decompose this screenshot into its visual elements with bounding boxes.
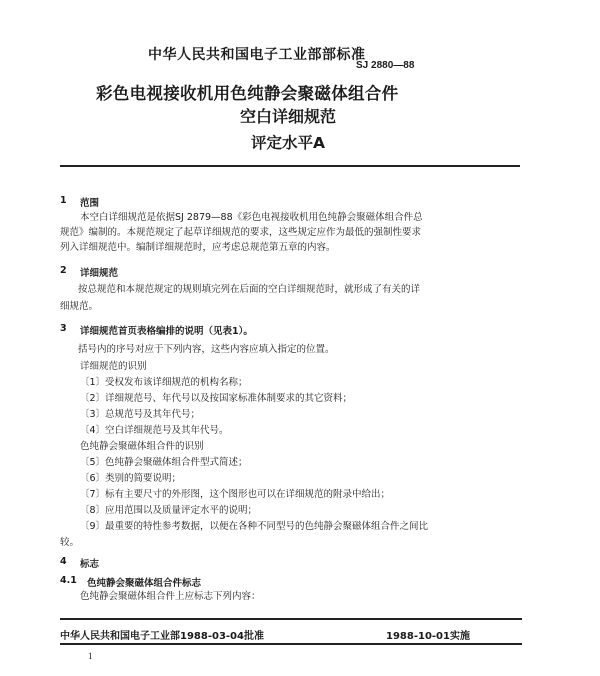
- list-item: 〔9〕最重要的特性参考数据，以便在各种不同型号的色纯静会聚磁体组合件之间比: [80, 521, 429, 532]
- list-item: 〔5〕色纯静会聚磁体组合件型式简述；: [80, 457, 248, 468]
- section-1-heading: 范围: [80, 198, 100, 209]
- section-2-line: 细规范。: [60, 301, 99, 312]
- footer-bottom-divider: [60, 643, 522, 645]
- list-item: 〔6〕类别的简要说明；: [80, 473, 182, 484]
- section-3-intro: 括号内的序号对应于下列内容，这些内容应填入指定的位置。: [78, 344, 335, 355]
- section-4-1-heading: 色纯静会聚磁体组合件标志: [87, 578, 202, 589]
- section-1-line: 本空白详细规范是依据SJ 2879—88《彩色电视接收机用色纯静会聚磁体组合件总: [80, 212, 423, 223]
- list-item: 〔1〕受权发布该详细规范的机构名称；: [80, 377, 248, 388]
- footer-divider: [60, 618, 522, 620]
- ministry-standard-title: 中华人民共和国电子工业部部标准: [148, 47, 366, 63]
- list-item: 〔2〕详细规范号、年代号以及按国家标准体制要求的其它资料；: [80, 393, 353, 404]
- document-title: 彩色电视接收机用色纯静会聚磁体组合件: [96, 84, 399, 103]
- section-4-1-number: 4.1: [60, 575, 77, 586]
- section-3-subheading: 详细规范的识别: [80, 361, 147, 372]
- list-item-continuation: 较。: [60, 537, 80, 548]
- assessment-level: 评定水平A: [251, 134, 325, 152]
- list-item: 〔8〕应用范围以及质量评定水平的说明；: [80, 505, 258, 516]
- section-2-heading: 详细规范: [80, 268, 119, 279]
- implementation-date: 1988-10-01实施: [386, 631, 470, 642]
- document-subtitle: 空白详细规范: [239, 107, 336, 126]
- list-item: 〔4〕空白详细规范号及其年代号。: [80, 425, 229, 436]
- section-3-subheading: 色纯静会聚磁体组合件的识别: [80, 441, 204, 452]
- approval-statement: 中华人民共和国电子工业部1988-03-04批准: [60, 631, 264, 642]
- section-2-line: 按总规范和本规范规定的规则填完列在后面的空白详细规范时，就形成了有关的详: [78, 284, 421, 295]
- section-3-heading: 详细规范首页表格编排的说明（见表1）。: [80, 326, 253, 337]
- section-1-line: 列入详细规范中。编制详细规范时，应考虑总规范第五章的内容。: [60, 242, 336, 253]
- section-1-line: 规范》编制的。本规范规定了起草详细规范的要求，这些规定应作为最低的强制性要求: [60, 227, 422, 238]
- list-item: 〔7〕标有主要尺寸的外形图，这个图形也可以在详细规范的附录中给出；: [80, 489, 391, 500]
- section-4-number: 4: [60, 556, 67, 567]
- section-4-1-line: 色纯静会聚磁体组合件上应标志下列内容：: [80, 591, 261, 602]
- list-item: 〔3〕总规范号及其年代号；: [80, 409, 201, 420]
- page-number: 1: [88, 651, 93, 661]
- section-2-number: 2: [60, 265, 67, 276]
- section-3-number: 3: [60, 323, 67, 334]
- header-divider: [60, 165, 520, 167]
- section-1-number: 1: [60, 195, 67, 206]
- standard-code: SJ 2880—88: [356, 60, 415, 71]
- section-4-heading: 标志: [80, 559, 100, 570]
